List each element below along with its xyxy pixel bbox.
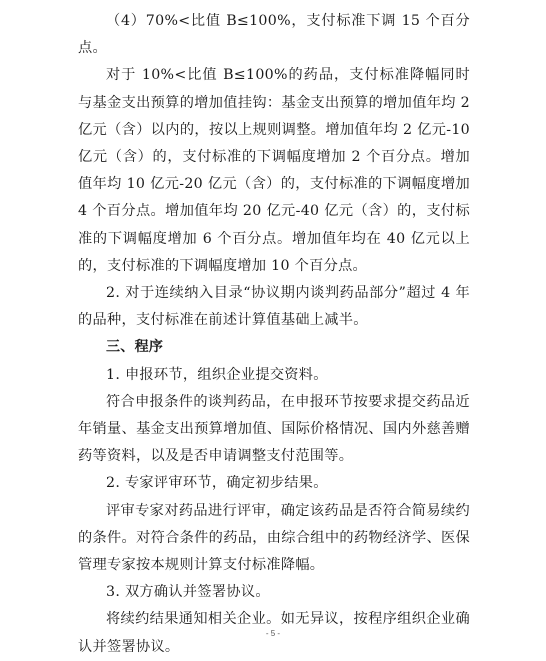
document-body: [78, 8, 470, 661]
paragraph-item-4-rule: （4）70%<比值 B≤100%，支付标准下调 15 个百分点。: [78, 13, 470, 57]
paragraph-fund-budget-rule: 对于 10%<比值 B≤100%的药品，支付标准降幅同时与基金支出预算的增加值挂钩：基金支出预算的增加值年均 2 亿元（含）以内的，按以上规则调整。增加值年均 2 亿元-10 亿元（含）的，支付标准的下调幅度增加 2 个百分点。增加值年均 10 亿元-20 亿元（含）的，支付标准的下调幅度增加 4 个百分点。增加值年均 20 亿元-40 亿元（含）的，支付标准的下调幅度增加 6 个百分点。增加值年均在 40 亿元以上的，支付标准的下调幅度增加 10 个百分点。: [78, 67, 470, 274]
step-3-description: 将续约结果通知相关企业。如无异议，按程序组织企业确认并签署协议。: [78, 611, 470, 655]
step-2-description: 评审专家对药品进行评审，确定该药品是否符合简易续约的条件。对符合条件的药品，由综合组中的药物经济学、医保管理专家按本规则计算支付标准降幅。: [78, 502, 470, 574]
step-2-heading: 2. 专家评审环节，确定初步结果。: [106, 475, 328, 492]
page-number: - 5 -: [265, 629, 281, 638]
section-heading-procedure: 三、程序: [106, 339, 164, 356]
step-1-description: 符合申报条件的谈判药品，在申报环节按要求提交药品近年销量、基金支出预算增加值、国际价格情况、国内外慈善赠药等资料，以及是否申请调整支付范围等。: [78, 393, 470, 465]
paragraph-continuous-listing-rule: 2. 对于连续纳入目录“协议期内谈判药品部分”超过 4 年的品种，支付标准在前述计算值基础上减半。: [78, 285, 470, 329]
step-1-heading: 1. 申报环节，组织企业提交资料。: [106, 366, 328, 383]
step-3-heading: 3. 双方确认并签署协议。: [106, 584, 270, 601]
